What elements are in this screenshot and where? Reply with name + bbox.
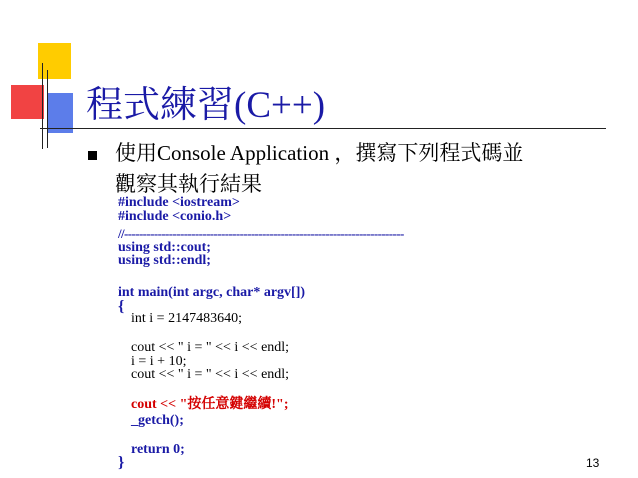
code-main-signature: int main(int argc, char* argv[])	[118, 285, 306, 300]
decor-red-square	[11, 85, 44, 119]
code-increment: i = i + 10;	[131, 354, 187, 369]
code-separator: //---------------------------------------------------------------------------	[118, 226, 404, 241]
slide-title: 程式練習(C++)	[86, 85, 326, 126]
page-number: 13	[586, 456, 600, 470]
code-press-key: cout << "按任意鍵繼續!";	[131, 397, 289, 412]
code-open-brace: {	[118, 298, 125, 315]
bullet-line-1: 使用Console Application ，撰寫下列程式碼並	[115, 141, 524, 165]
code-decl: int i = 2147483640;	[131, 311, 242, 326]
code-print-2: cout << " i = " << i << endl;	[131, 367, 290, 382]
title-underline	[40, 128, 606, 129]
code-print-1: cout << " i = " << i << endl;	[131, 340, 290, 355]
decor-blue-square	[47, 93, 73, 133]
code-getch: _getch();	[131, 413, 184, 428]
bullet-line-2: 觀察其執行結果	[115, 172, 262, 196]
code-close-brace: }	[118, 454, 125, 471]
decor-vertical-line	[42, 63, 43, 149]
code-return: return 0;	[131, 442, 185, 457]
code-using-endl: using std::endl;	[118, 253, 211, 268]
code-using-cout: using std::cout;	[118, 240, 211, 255]
code-include-conio: #include <conio.h>	[118, 209, 232, 224]
decor-vertical-line-2	[47, 70, 48, 148]
bullet-text	[115, 138, 615, 200]
bullet-square-icon	[88, 151, 97, 160]
code-include-iostream: #include <iostream>	[118, 195, 240, 210]
